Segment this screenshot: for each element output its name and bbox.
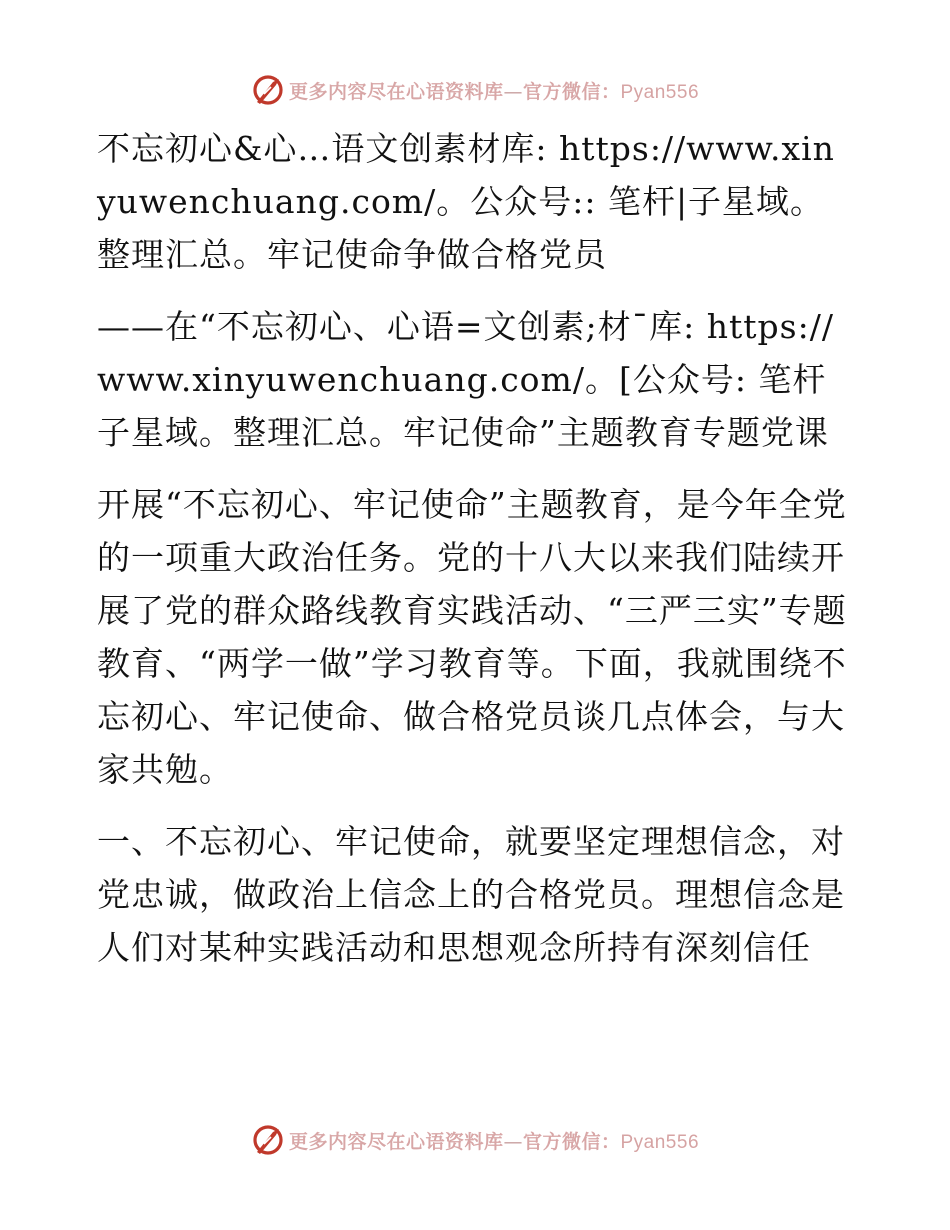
paragraph-subtitle: ——在“不忘初心、心语=文创素;材¯库: https://www.xinyuwenchuang.com/。[公众号: 笔杆子星域。整理汇总。牢记使命”主题教育专题党课 [97, 307, 834, 452]
watermark-wechat-id: Pyan556 [620, 1131, 700, 1153]
paragraph-intro: 开展“不忘初心、牢记使命”主题教育，是今年全党的一项重大政治任务。党的十八大以来我们陆续开展了党的群众路线教育实践活动、“三严三实”专题教育、“两学一做”学习教育等。下面，我就围绕不忘初心、牢记使命、做合格党员谈几点体会，与大家共勉。 [97, 485, 847, 789]
quill-seal-icon [251, 1123, 285, 1157]
watermark-official-label: 官方微信： [522, 1130, 621, 1153]
watermark-wechat-id: Pyan556 [620, 81, 700, 103]
watermark-main-text: 更多内容尽在心语资料库 [288, 80, 504, 103]
paragraph-section-one: 一、不忘初心、牢记使命，就要坚定理想信念，对党忠诚，做政治上信念上的合格党员。理想信念是人们对某种实践活动和思想观念所持有深刻信任 [97, 822, 845, 967]
paragraph-title: 不忘初心&心…语文创素材库: https://www.xinyuwenchuang.com/。公众号:: 笔杆|子星域。整理汇总。牢记使命争做合格党员 [97, 129, 835, 274]
watermark-separator: — [503, 80, 523, 103]
watermark-official-label: 官方微信： [522, 80, 621, 103]
footer-watermark [0, 1120, 950, 1160]
quill-seal-icon [251, 73, 285, 107]
document-body [97, 122, 849, 993]
watermark-text [289, 77, 699, 104]
watermark-separator: — [503, 1130, 523, 1153]
watermark-main-text: 更多内容尽在心语资料库 [288, 1130, 504, 1153]
watermark-text [289, 1127, 699, 1154]
header-watermark [0, 70, 950, 110]
